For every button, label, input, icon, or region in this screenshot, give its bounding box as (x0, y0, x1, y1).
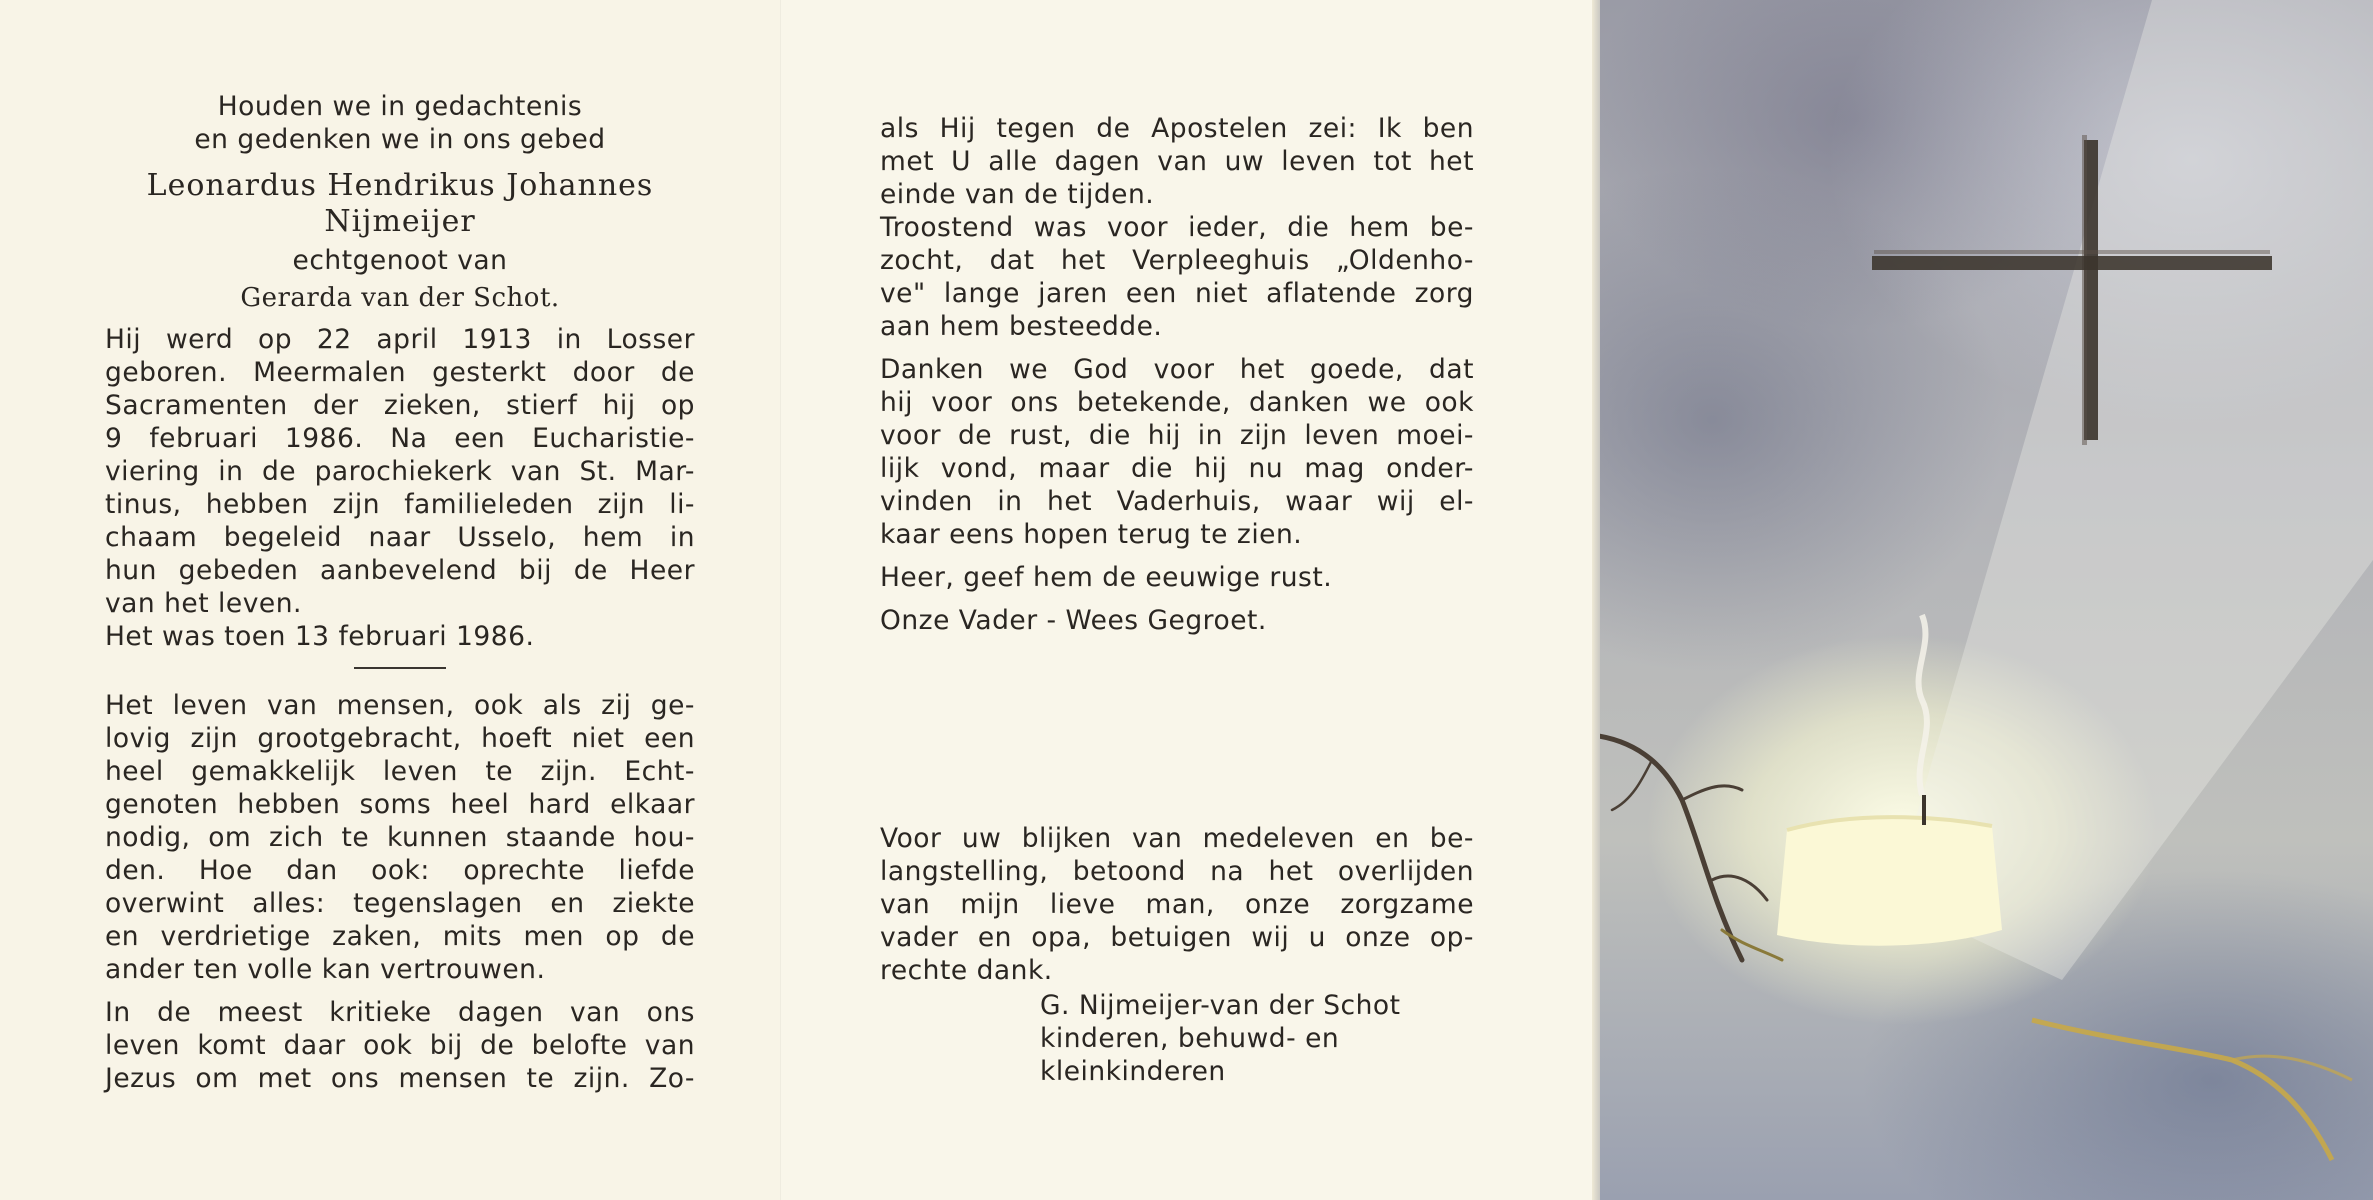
bio-line: geboren. Meermalen gesterkt door de (105, 357, 695, 388)
illustration-panel (1592, 0, 2373, 1200)
signature-line: G. Nijmeijer-van der Schot (1040, 990, 1401, 1021)
section-divider (354, 667, 446, 669)
middle-panel (780, 0, 1592, 1200)
bio-line: chaam begeleid naar Usselo, hem in (105, 522, 695, 553)
reflection-line: overwint alles: tegenslagen en ziekte (105, 888, 695, 919)
reflection-paragraph-2 (105, 996, 695, 1095)
thanksgiving-line: lijk vond, maar die hij nu mag onder- (880, 453, 1474, 484)
thanksgiving-line: vinden in het Vaderhuis, waar wij el- (880, 486, 1474, 517)
reflection-line: en verdrietige zaken, mits men op de (105, 921, 695, 952)
illustration-artwork (1592, 0, 2373, 1200)
thanksgiving-line: Danken we God voor het goede, dat (880, 354, 1474, 385)
continuation-line: Troostend was voor ieder, die hem be- (880, 212, 1474, 243)
bio-line: viering in de parochiekerk van St. Mar- (105, 456, 695, 487)
reflection-line: leven komt daar ook bij de belofte van (105, 1030, 695, 1061)
bio-line: tinus, hebben zijn familieleden zijn li- (105, 489, 695, 520)
intro-line-1: Houden we in gedachtenis (217, 91, 583, 122)
bio-line: hun gebeden aanbevelend bij de Heer (105, 555, 695, 586)
branch-icon (1592, 735, 1782, 960)
middle-column (880, 112, 1474, 637)
reflection-line: genoten hebben soms heel hard elkaar (105, 789, 695, 820)
continuation-line: ve" lange jaren een niet aflatende zorg (880, 278, 1474, 309)
continuation-line: met U alle dagen van uw leven tot het (880, 146, 1474, 177)
continuation-paragraph (880, 112, 1474, 343)
reflection-line: heel gemakkelijk leven te zijn. Echt- (105, 756, 695, 787)
bio-line: Hij werd op 22 april 1913 in Losser (105, 324, 695, 355)
deceased-name-line-2: Nijmeijer (324, 204, 476, 239)
continuation-line: aan hem besteedde. (880, 311, 1163, 342)
reflection-line: den. Hoe dan ook: oprechte liefde (105, 855, 695, 886)
continuation-line: einde van de tijden. (880, 179, 1155, 210)
acknowledgement-line: vader en opa, betuigen wij u onze op- (880, 922, 1474, 953)
acknowledgement-paragraph (880, 822, 1474, 987)
acknowledgement-block (880, 822, 1474, 1088)
biography (105, 323, 695, 653)
reflection-line: Het leven van mensen, ook als zij ge- (105, 690, 695, 721)
left-panel (0, 0, 780, 1200)
reflection-paragraph-1 (105, 689, 695, 986)
intro-line-2: en gedenken we in ons gebed (194, 124, 606, 155)
spouse-name: Gerarda van der Schot. (240, 283, 560, 313)
thanksgiving-line: kaar eens hopen terug te zien. (880, 519, 1303, 550)
thanksgiving-paragraph (880, 353, 1474, 551)
smoke-icon (1919, 615, 1927, 795)
signature (1040, 989, 1474, 1088)
acknowledgement-line: rechte dank. (880, 955, 1053, 986)
left-column (105, 90, 695, 1095)
acknowledgement-line: van mijn lieve man, onze zorgzame (880, 889, 1474, 920)
reflection-line: lovig zijn grootgebracht, hoeft niet een (105, 723, 695, 754)
deceased-name-line-1: Leonardus Hendrikus Johannes (146, 168, 654, 203)
signature-line: kinderen, behuwd- en (1040, 1023, 1340, 1054)
bio-line: van het leven. (105, 588, 302, 619)
signature-line: kleinkinderen (1040, 1056, 1226, 1087)
acknowledgement-line: langstelling, betoond na het overlijden (880, 856, 1474, 887)
acknowledgement-line: Voor uw blijken van medeleven en be- (880, 823, 1474, 854)
reflection-line: nodig, om zich te kunnen staande hou- (105, 822, 695, 853)
page-edge (1592, 0, 1600, 1200)
reflection-line: ander ten volle kan vertrouwen. (105, 954, 546, 985)
bio-line: 9 februari 1986. Na een Eucharistie- (105, 423, 695, 454)
continuation-line: als Hij tegen de Apostelen zei: Ik ben (880, 113, 1474, 144)
spouse-prefix: echtgenoot van (292, 245, 508, 276)
bio-line: Sacramenten der zieken, stierf hij op (105, 390, 695, 421)
fold-line (780, 0, 781, 1200)
bio-date: Het was toen 13 februari 1986. (105, 621, 535, 652)
thanksgiving-line: hij voor ons betekende, danken we ook (880, 387, 1474, 418)
prayer-line: Onze Vader - Wees Gegroet. (880, 605, 1267, 636)
prayer-block (880, 561, 1474, 637)
continuation-line: zocht, dat het Verpleeghuis „Oldenho- (880, 245, 1474, 276)
prayer-line: Heer, geef hem de eeuwige rust. (880, 562, 1333, 593)
golden-streak (2032, 1020, 2332, 1160)
thanksgiving-line: voor de rust, die hij in zijn leven moei- (880, 420, 1474, 451)
reflection-line: In de meest kritieke dagen van ons (105, 997, 695, 1028)
reflection-line: Jezus om met ons mensen te zijn. Zo- (105, 1063, 695, 1094)
